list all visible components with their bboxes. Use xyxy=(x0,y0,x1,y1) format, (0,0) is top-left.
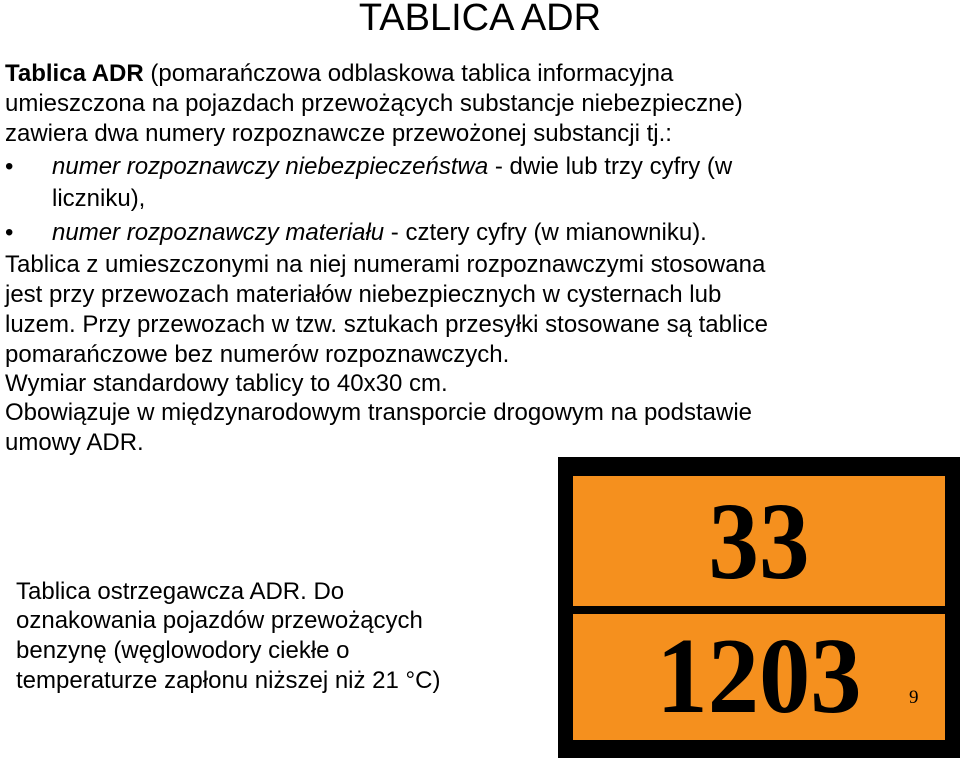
bullet-marker: • xyxy=(5,153,14,180)
body-line: umowy ADR. xyxy=(5,429,144,456)
body-line: Obowiązuje w międzynarodowym transporcie drogowym na podstawie xyxy=(5,399,753,426)
caption-line: benzynę (węglowodory ciekłe o xyxy=(16,637,350,664)
caption-line: temperaturze zapłonu niższej niż 21 °C) xyxy=(16,667,441,694)
bullet-2-term: numer rozpoznawczy materiału xyxy=(52,219,385,246)
intro-line-1 xyxy=(5,59,673,89)
body-line: luzem. Przy przewozach w tzw. sztukach przesyłki stosowane są tablice xyxy=(5,311,768,338)
bullet-1-term: numer rozpoznawczy niebezpieczeństwa xyxy=(52,153,489,180)
bullet-2-rest: - cztery cyfry (w mianowniku). xyxy=(384,219,707,246)
bullet-item-1 xyxy=(52,152,732,182)
plate-upper-panel xyxy=(573,476,945,606)
body-line: pomarańczowe bez numerów rozpoznawczych. xyxy=(5,341,510,368)
adr-plate xyxy=(558,457,960,758)
bullet-item-2 xyxy=(52,218,707,248)
intro-line-3: zawiera dwa numery rozpoznawcze przewożonej substancji tj.: xyxy=(5,120,672,147)
body-line: Tablica z umieszczonymi na niej numerami rozpoznawczymi stosowana xyxy=(5,251,766,278)
hazard-number: 33 xyxy=(708,480,810,602)
caption-line: Tablica ostrzegawcza ADR. Do xyxy=(16,578,345,605)
intro-line-1-rest: (pomarańczowa odblaskowa tablica informacyjna xyxy=(143,60,674,87)
intro-term: Tablica ADR xyxy=(5,60,144,87)
body-line: jest przy przewozach materiałów niebezpiecznych w cysternach lub xyxy=(5,281,722,308)
plate-lower-panel xyxy=(573,614,945,740)
page-number: 9 xyxy=(909,687,919,708)
body-line: Wymiar standardowy tablicy to 40x30 cm. xyxy=(5,370,448,397)
caption-line: oznakowania pojazdów przewożących xyxy=(16,607,423,634)
bullet-1-continuation: liczniku), xyxy=(52,185,146,212)
un-number: 1203 xyxy=(656,617,862,736)
bullet-1-rest: - dwie lub trzy cyfry (w xyxy=(488,153,733,180)
bullet-marker: • xyxy=(5,219,14,246)
slide-title: TABLICA ADR xyxy=(358,0,602,39)
intro-line-2: umieszczona na pojazdach przewożących substancje niebezpieczne) xyxy=(5,90,743,117)
